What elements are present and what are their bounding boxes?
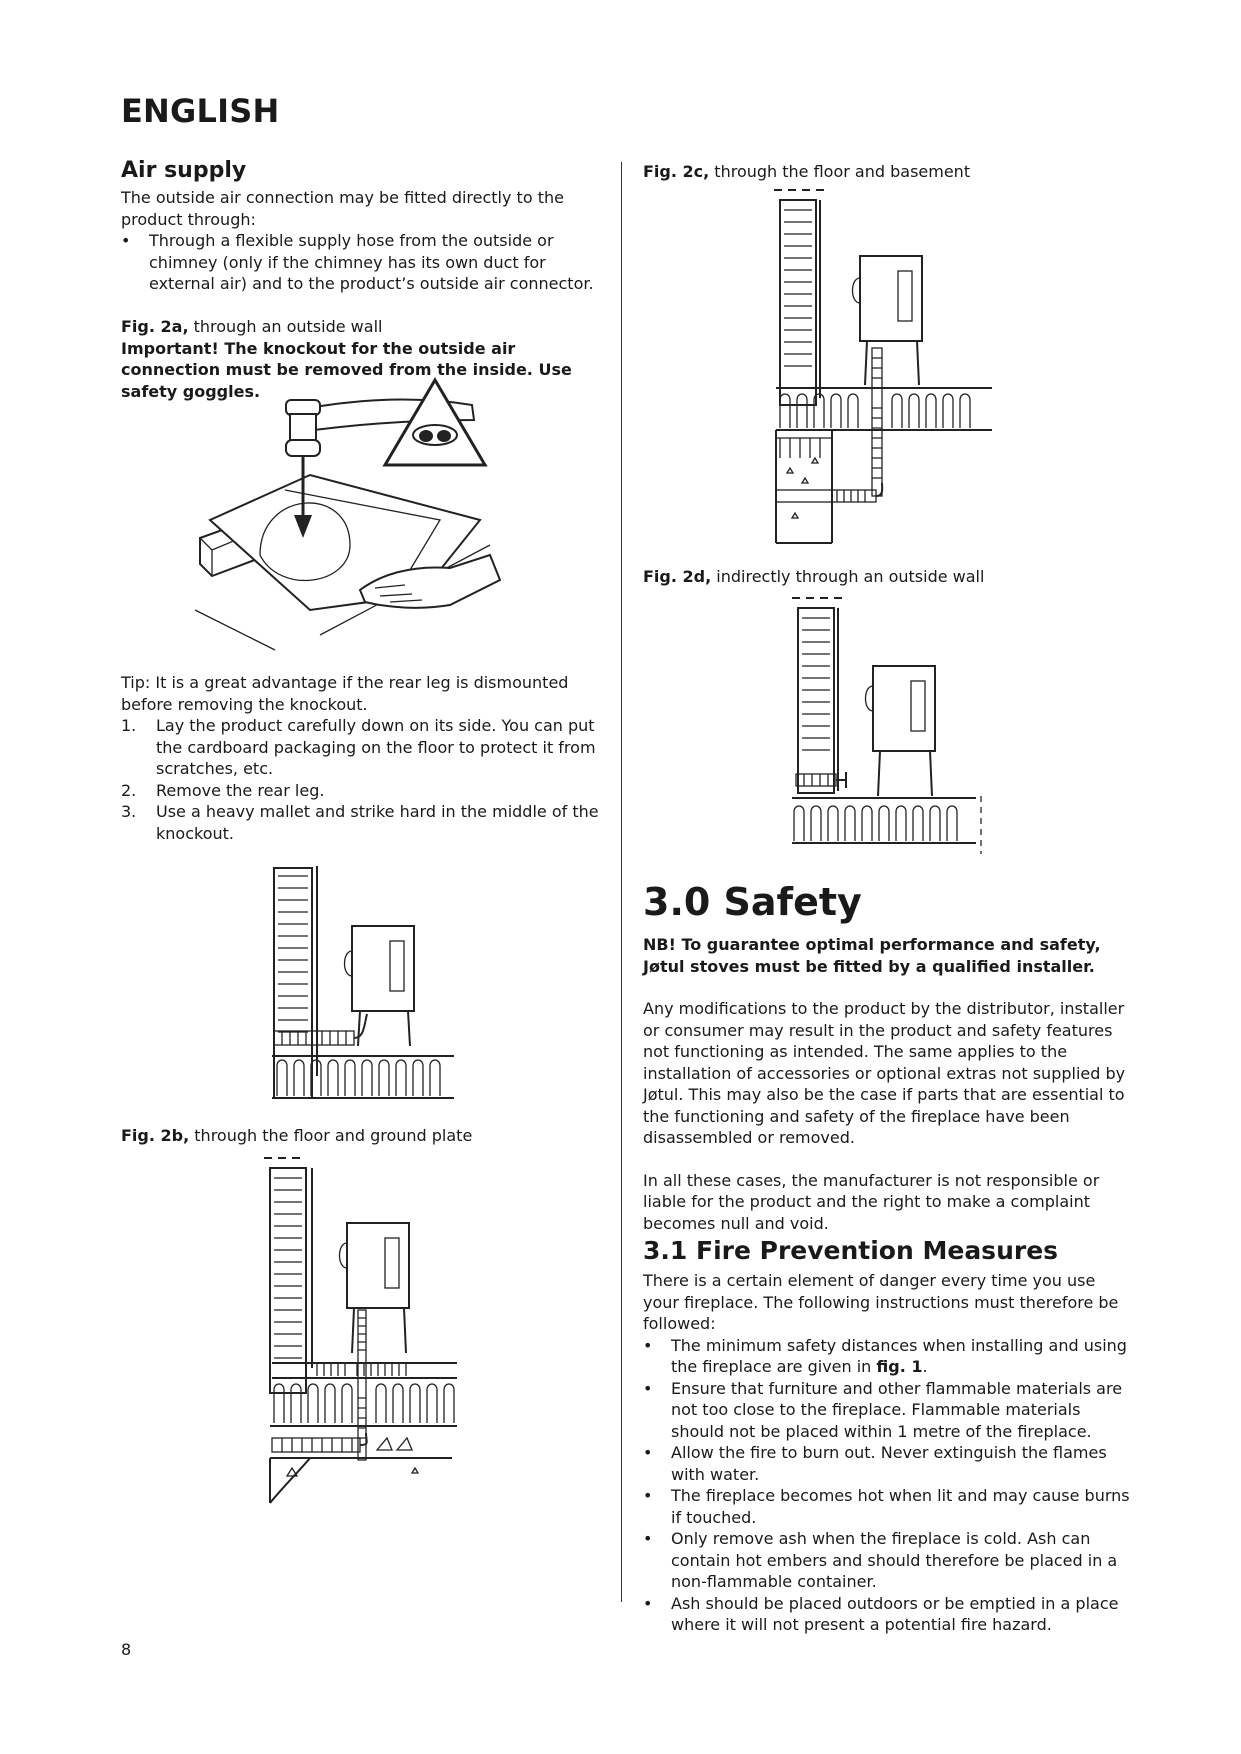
air-supply-section <box>121 158 609 295</box>
bullet-text: The minimum safety distances when installing and using the fireplace are given in <box>671 1335 1127 1376</box>
step-text: Use a heavy mallet and strike hard in the middle of the knockout. <box>156 802 599 843</box>
air-supply-intro: The outside air connection may be fitted directly to the product through: <box>121 188 564 229</box>
step-number: 2. <box>121 780 137 800</box>
step-item <box>121 715 609 780</box>
fire-prevention-bullet: • Allow the fire to burn out. Never extinguish the flames with water. <box>643 1442 1131 1485</box>
safety-paragraph-2: In all these cases, the manufacturer is not responsible or liable for the product and the right to make a complaint becomes null and void. <box>643 1170 1100 1233</box>
air-supply-heading: Air supply <box>121 158 247 183</box>
fig2c-caption-block <box>643 161 1131 183</box>
fig2a-knockout-illustration <box>190 380 520 650</box>
fig1-reference: fig. 1 <box>876 1357 923 1376</box>
fig2d-caption-block <box>643 566 1131 588</box>
fire-prevention-bullet: • Only remove ash when the fireplace is cold. Ash can contain hot embers and should therefore be placed in a non-flammable container. <box>643 1528 1131 1593</box>
air-supply-bullet: • Through a flexible supply hose from the outside or chimney (only if the chimney has its own duct for external air) and to the product’s outside air connector. <box>121 230 609 295</box>
fig2b-floor-diagram <box>262 1158 462 1503</box>
fig2b-caption: through the floor and ground plate <box>189 1126 473 1145</box>
column-divider <box>621 162 622 1602</box>
step-number: 1. <box>121 716 137 735</box>
fig2d-indirect-wall-diagram <box>788 596 988 854</box>
fire-prevention-bullet <box>643 1335 1131 1378</box>
tip-text: Tip: It is a great advantage if the rear leg is dismounted before removing the knockout. <box>121 673 569 714</box>
fig2a-label: Fig. 2a, <box>121 317 189 336</box>
knockout-instructions <box>121 672 609 844</box>
fig2d-caption: indirectly through an outside wall <box>711 567 985 586</box>
fire-prevention-bullet: • Ensure that furniture and other flammable materials are not too close to the fireplace. Flammable materials should not be placed within 1 metre of the fireplace. <box>643 1378 1131 1443</box>
step-text: Remove the rear leg. <box>156 780 325 800</box>
language-heading: ENGLISH <box>121 92 280 130</box>
fire-prevention-bullet: • Ash should be placed outdoors or be emptied in a place where it will not present a potential fire hazard. <box>643 1593 1131 1636</box>
fig2c-caption: through the floor and basement <box>709 162 971 181</box>
page-number: 8 <box>121 1640 132 1659</box>
fig2a-important: Important! The knockout for the outside air connection must be removed from the inside. Use safety goggles. <box>121 338 572 401</box>
fig2c-label: Fig. 2c, <box>643 162 710 181</box>
safety-heading: 3.0 Safety <box>643 880 862 924</box>
step-number: 3. <box>121 802 137 821</box>
fig2b-label: Fig. 2b, <box>121 1126 190 1145</box>
fire-prevention-bullet: • The fireplace becomes hot when lit and may cause burns if touched. <box>643 1485 1131 1528</box>
fire-prevention-intro: There is a certain element of danger every time you use your fireplace. The following instructions must therefore be followed: <box>643 1271 1119 1333</box>
step-item <box>121 780 609 802</box>
fig2a-caption: through an outside wall <box>188 317 383 336</box>
fig2d-label: Fig. 2d, <box>643 567 712 586</box>
safety-nb: NB! To guarantee optimal performance and safety, Jøtul stoves must be fitted by a qualified installer. <box>643 935 1101 976</box>
safety-paragraph-1: Any modifications to the product by the distributor, installer or consumer may result in the product and safety features not functioning as intended. The same applies to the installation of accessories or optional extras not supplied by Jøtul. This may also be the case if parts that are essential to the functioning and safety of the fireplace have been disassembled or removed. <box>643 999 1126 1147</box>
bullet-period: . <box>922 1357 928 1376</box>
fig2c-basement-diagram <box>772 188 997 548</box>
safety-section <box>643 880 1131 1234</box>
fire-prevention-section <box>643 1236 1131 1636</box>
fig2b-caption-block <box>121 1125 609 1147</box>
step-text: Lay the product carefully down on its side. You can put the cardboard packaging on the floor to protect it from scratches, etc. <box>156 716 596 778</box>
fire-prevention-heading: 3.1 Fire Prevention Measures <box>643 1236 1059 1265</box>
fig2a-wall-diagram <box>272 866 457 1101</box>
step-item <box>121 801 609 844</box>
